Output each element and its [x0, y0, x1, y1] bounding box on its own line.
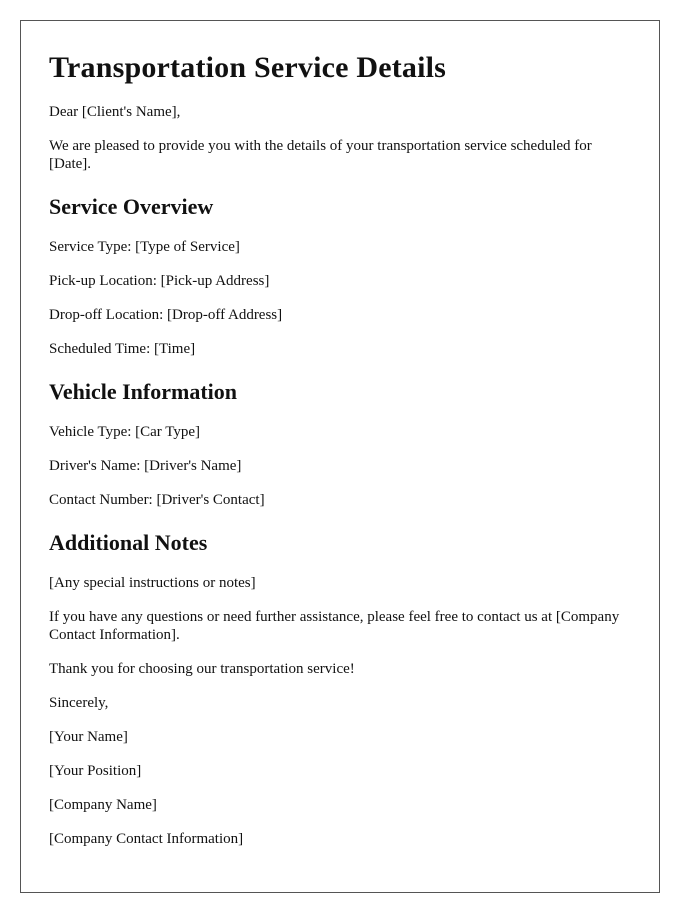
company-contact: [Company Contact Information]: [49, 831, 244, 847]
service-overview-heading: Service Overview: [49, 194, 214, 219]
vehicle-information-heading: Vehicle Information: [49, 379, 238, 404]
contact-number: Contact Number: [Driver's Contact]: [49, 492, 265, 508]
scheduled-time: Scheduled Time: [Time]: [49, 341, 196, 357]
page-title: Transportation Service Details: [49, 51, 447, 84]
special-notes: [Any special instructions or notes]: [49, 575, 256, 591]
vehicle-type: Vehicle Type: [Car Type]: [49, 424, 201, 440]
thanks-paragraph: Thank you for choosing our transportation service!: [49, 661, 355, 677]
intro-paragraph: We are pleased to provide you with the details of your transportation service scheduled for [Date].: [49, 138, 592, 172]
assistance-paragraph: If you have any questions or need further assistance, please feel free to contact us at [Company Contact Information].: [49, 609, 620, 643]
pickup-location: Pick-up Location: [Pick-up Address]: [49, 273, 270, 289]
service-type: Service Type: [Type of Service]: [49, 239, 240, 255]
sender-position: [Your Position]: [49, 763, 142, 779]
additional-notes-heading: Additional Notes: [49, 530, 208, 555]
driver-name: Driver's Name: [Driver's Name]: [49, 458, 242, 474]
dropoff-location: Drop-off Location: [Drop-off Address]: [49, 307, 283, 323]
letter-container: [20, 20, 660, 893]
sender-name: [Your Name]: [49, 729, 128, 745]
company-name: [Company Name]: [49, 797, 157, 813]
closing-salutation: Sincerely,: [49, 695, 109, 711]
greeting: Dear [Client's Name],: [49, 104, 181, 120]
